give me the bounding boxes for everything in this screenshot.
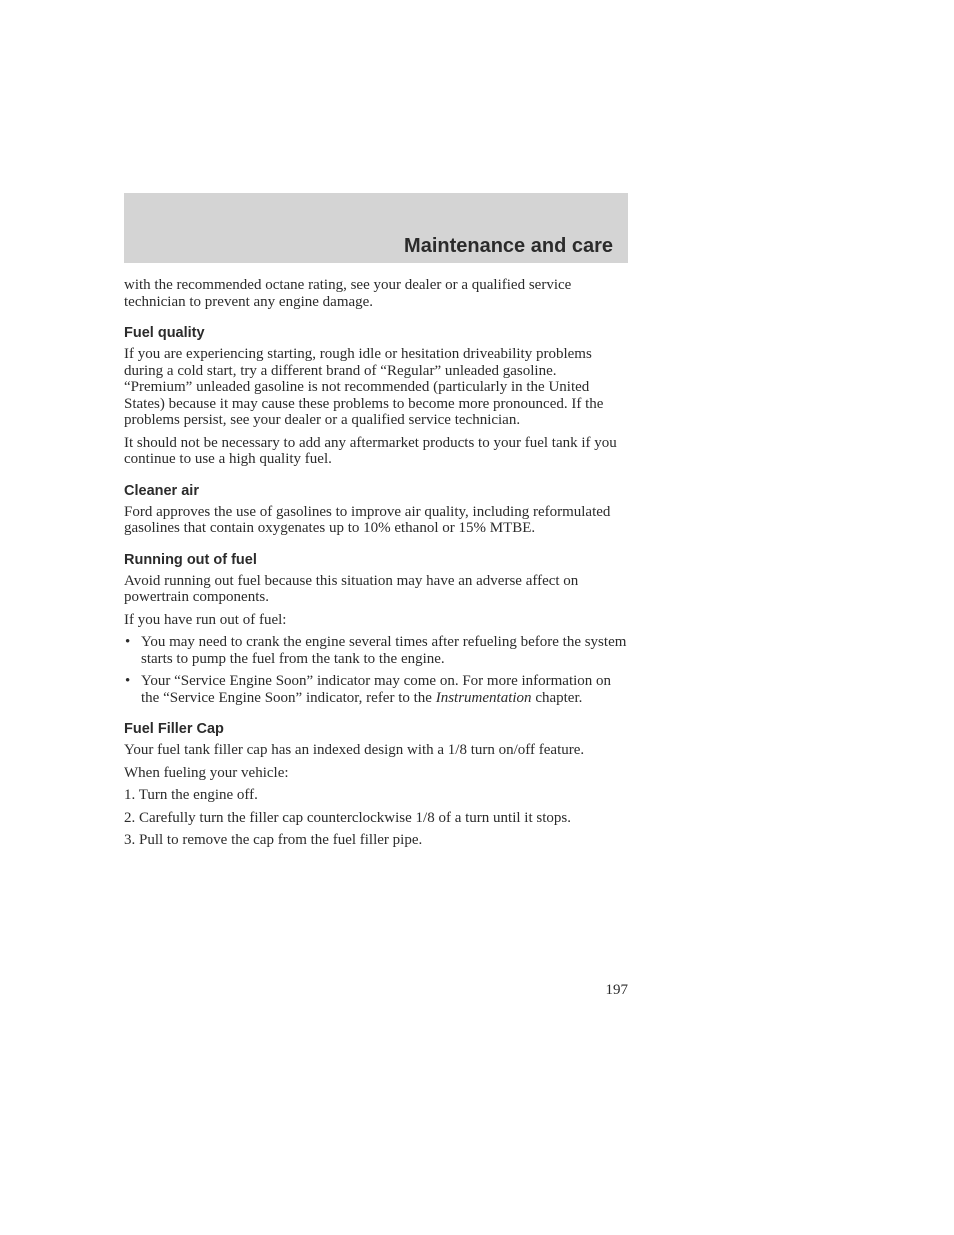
list-item: 3. Pull to remove the cap from the fuel filler pipe.	[124, 832, 423, 848]
fuel-quality-paragraph-1: If you are experiencing starting, rough idle or hesitation driveability problems during a cold start, try a different brand of “Regular” unleaded gasoline. “Premium” unleaded gasoline is not recommended (particularly in the United States) because it may cause these problems to become more pronounced. If the problems persist, see your dealer or a qualified service technician.	[124, 346, 604, 428]
list-item	[124, 673, 628, 706]
intro-paragraph: with the recommended octane rating, see your dealer or a qualified service technician to prevent any engine damage.	[124, 277, 572, 310]
fuel-quality-paragraph-2: It should not be necessary to add any aftermarket products to your fuel tank if you continue to use a high quality fuel.	[124, 434, 617, 467]
running-out-bullet-list	[124, 634, 628, 706]
section-header-band	[124, 193, 628, 263]
cleaner-air-paragraph: Ford approves the use of gasolines to improve air quality, including reformulated gasolines that contain oxygenates up to 10% ethanol or 15% MTBE.	[124, 503, 611, 536]
chapter-reference: Instrumentation	[435, 689, 532, 706]
filler-cap-paragraph-1: Your fuel tank filler cap has an indexed design with a 1/8 turn on/off feature.	[124, 742, 585, 758]
heading-fuel-filler-cap: Fuel Filler Cap	[124, 721, 224, 737]
list-item: 2. Carefully turn the filler cap counterclockwise 1/8 of a turn until it stops.	[124, 809, 571, 826]
heading-cleaner-air: Cleaner air	[124, 482, 199, 499]
page-content	[124, 277, 628, 855]
bullet-icon: •	[125, 673, 131, 689]
page-number: 197	[605, 982, 628, 998]
filler-cap-steps	[124, 787, 628, 849]
list-item	[124, 634, 628, 667]
bullet-text: You may need to crank the engine several times after refueling before the system starts to pump the fuel from the tank to the engine.	[141, 634, 627, 667]
bullet-icon: •	[125, 634, 131, 650]
running-out-paragraph-2: If you have run out of fuel:	[124, 611, 287, 628]
bullet-text-before: Your “Service Engine Soon” indicator may come on. For more information on the “Service Engine Soon” indicator, refer to the	[141, 673, 612, 706]
list-item: 1. Turn the engine off.	[124, 787, 258, 803]
heading-fuel-quality: Fuel quality	[124, 325, 205, 341]
filler-cap-paragraph-2: When fueling your vehicle:	[124, 764, 289, 781]
bullet-text-after: chapter.	[531, 689, 583, 706]
running-out-paragraph-1: Avoid running out fuel because this situation may have an adverse affect on powertrain components.	[124, 572, 579, 605]
heading-running-out-of-fuel: Running out of fuel	[124, 551, 257, 568]
section-title: Maintenance and care	[404, 235, 613, 257]
